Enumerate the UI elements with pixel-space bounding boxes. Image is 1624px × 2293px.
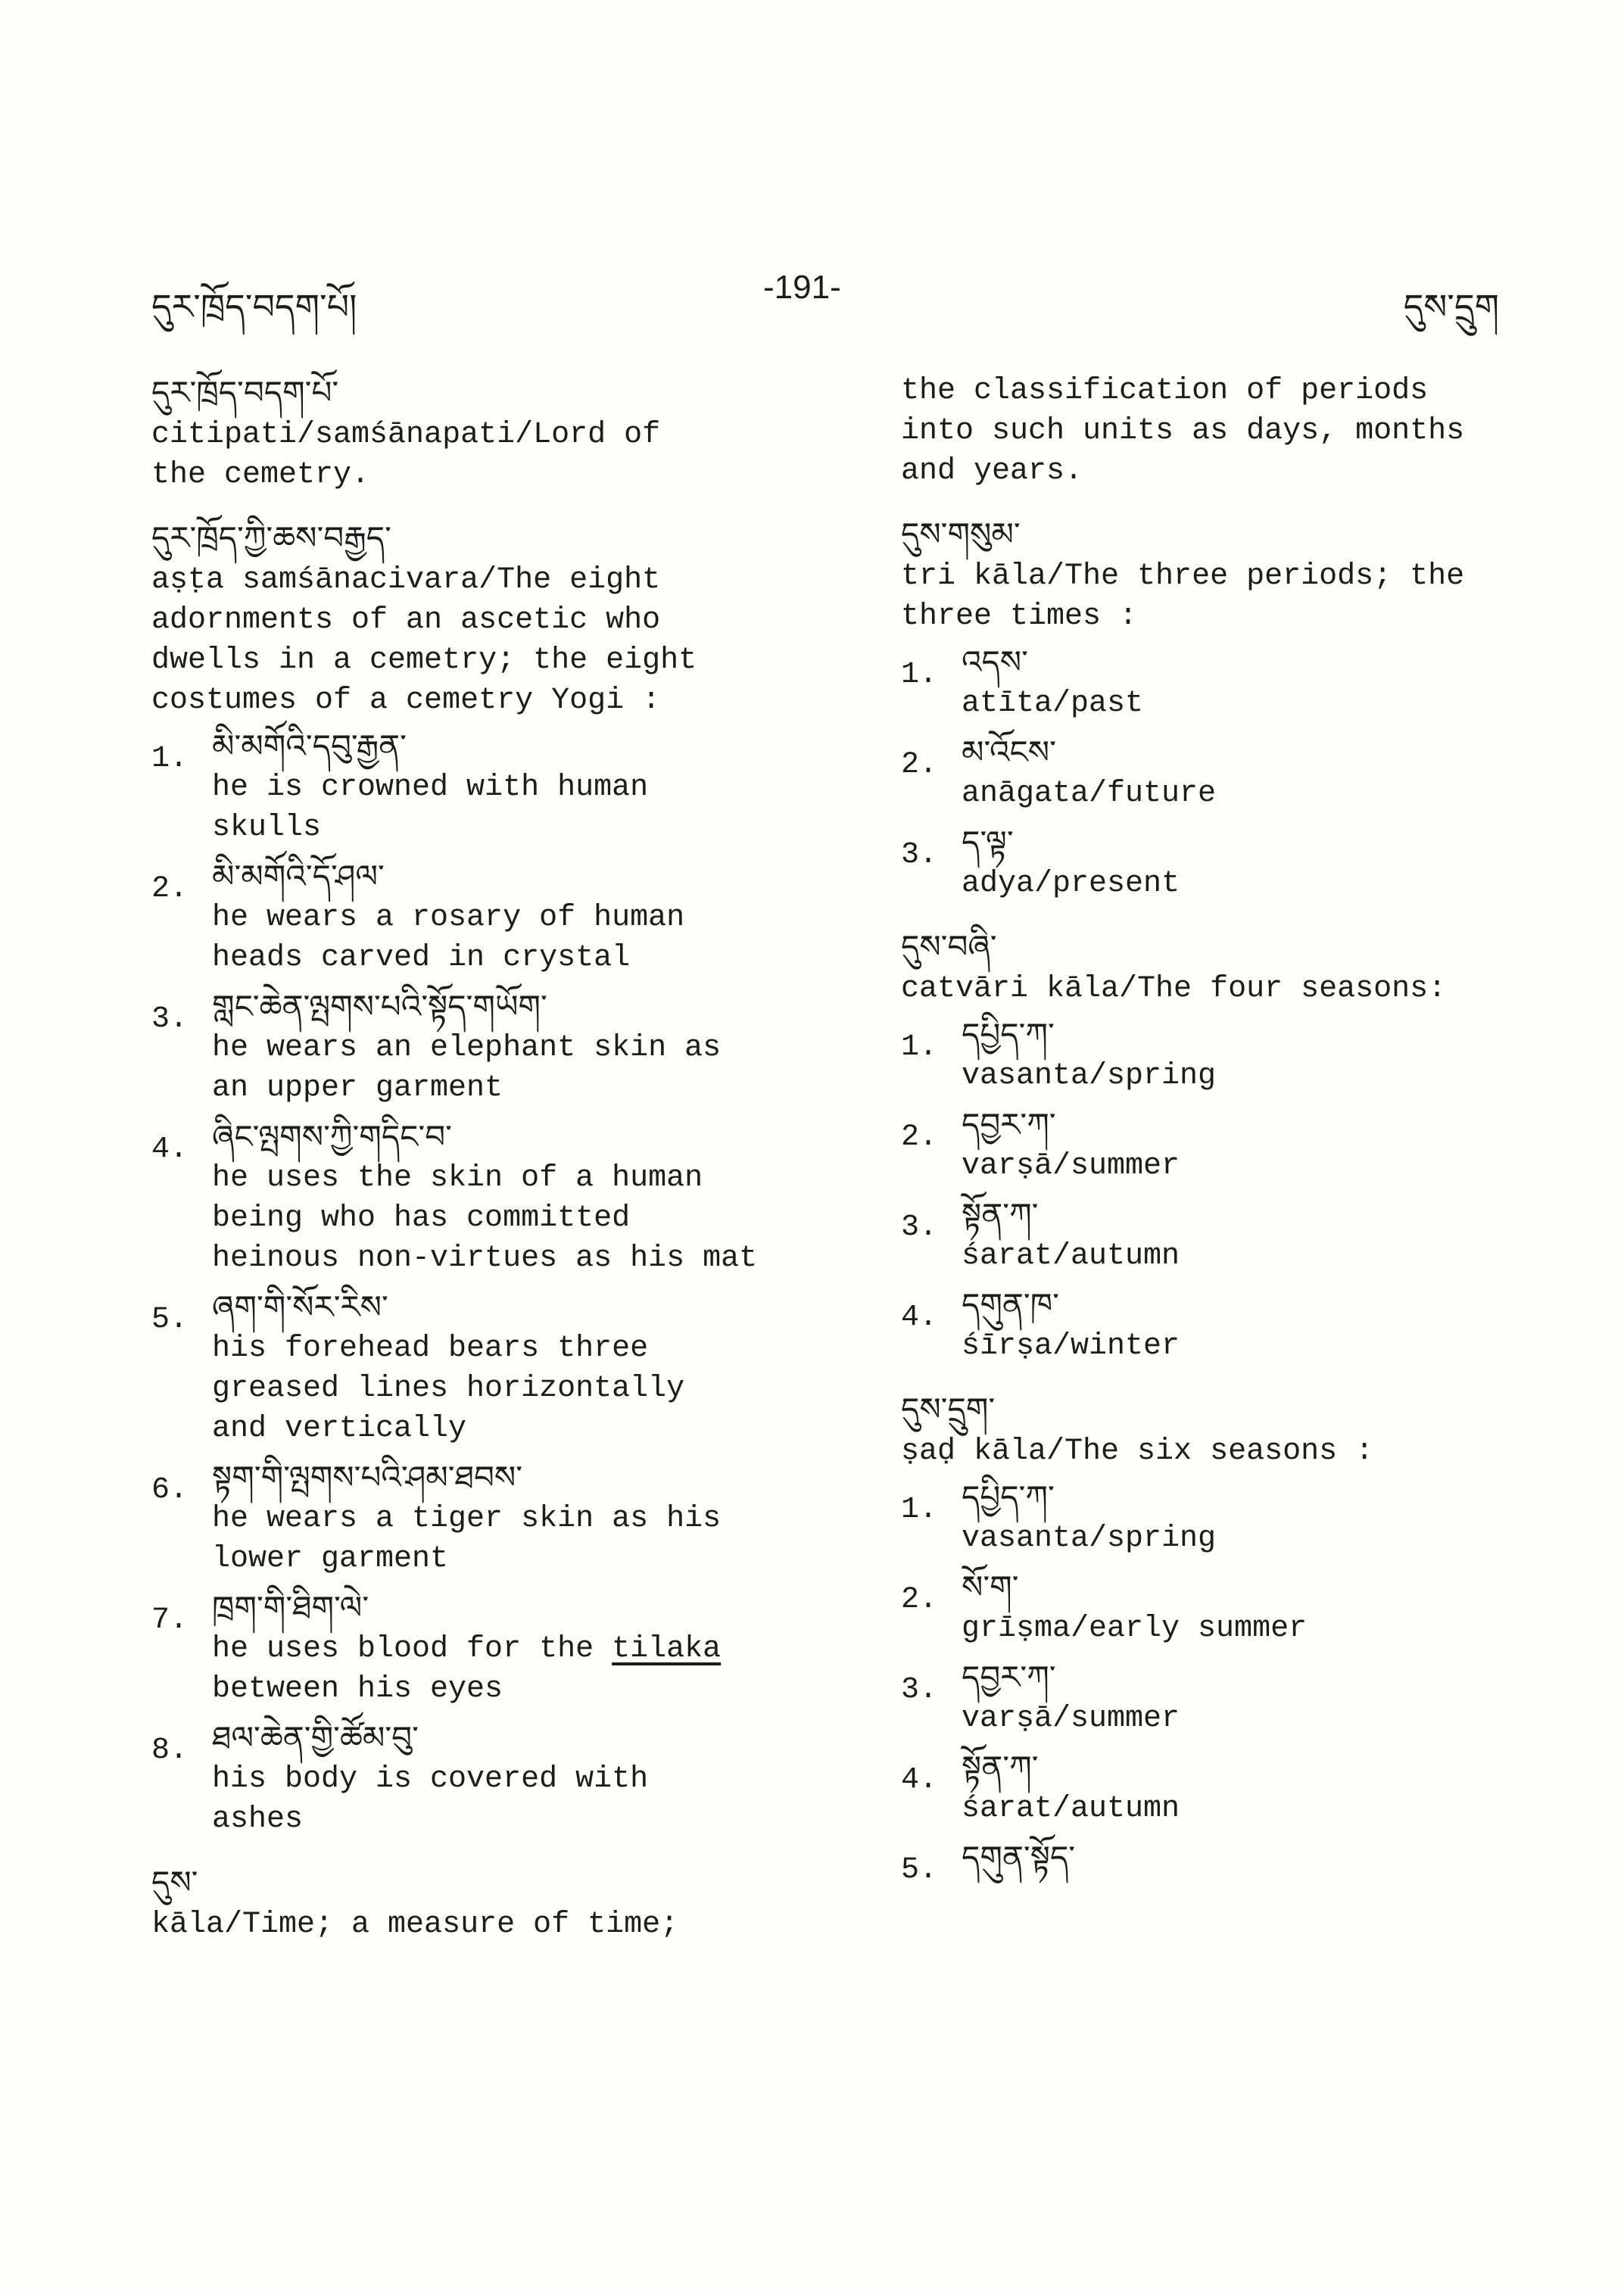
item-number: 1. — [901, 1493, 938, 1527]
item-tibetan: ཞིང་ལྤགས་ཀྱི་གདིང་བ་ — [212, 1118, 452, 1155]
entry-definition: ṣaḍ kāla/The six seasons : — [901, 1435, 1374, 1469]
item-tibetan: སྟག་གི་ལྤགས་པའི་ཤམ་ཐབས་ — [212, 1459, 523, 1496]
item-number: 3. — [901, 838, 938, 872]
entry-headword: དུར་ཁྲོད་ཀྱི་ཆས་བརྒྱད་ — [151, 519, 391, 556]
dictionary-entry — [901, 1388, 1582, 1887]
running-head-left: དུར་ཁྲོད་བདག་པོ། — [151, 286, 357, 327]
entry-definition: aṣṭa samśānacivara/The eight adornments of an ascetic who dwells in a cemetry; the eight costumes of a cemetry Yogi : — [151, 563, 697, 718]
item-english — [212, 1629, 833, 1709]
item-tibetan: ཁྲག་གི་ཐིག་ལེ་ — [212, 1589, 369, 1626]
item-number: 2. — [151, 872, 189, 906]
dictionary-entry — [901, 925, 1582, 1366]
english-text: he uses blood for the — [212, 1632, 613, 1666]
item-english: grīṣma/early summer — [962, 1612, 1308, 1646]
item-english: he wears an elephant skin as an upper garment — [212, 1031, 722, 1105]
item-tibetan: དཔྱིད་ཀ་ — [962, 1016, 1055, 1053]
item-english: his body is covered with ashes — [212, 1762, 649, 1837]
item-number: 1. — [151, 742, 189, 776]
item-english: anāgata/future — [962, 777, 1217, 811]
item-number: 1. — [901, 1030, 938, 1064]
item-number: 7. — [151, 1603, 189, 1637]
entry-headword: དུས་ — [151, 1864, 198, 1901]
item-number: 4. — [901, 1763, 938, 1797]
item-tibetan: སྟོན་ཀ་ — [962, 1196, 1039, 1233]
list-item — [901, 641, 1582, 724]
item-tibetan: དགུན་ཁ་ — [962, 1286, 1059, 1323]
item-english: he wears a tiger skin as his lower garment — [212, 1502, 722, 1576]
item-number: 4. — [901, 1301, 938, 1335]
dictionary-entry — [151, 516, 833, 1840]
item-tibetan: གླང་ཆེན་ལྤགས་པའི་སྟོད་གཡོག་ — [212, 988, 547, 1025]
list-item — [901, 1194, 1582, 1276]
item-english: śarat/autumn — [962, 1239, 1180, 1273]
list-item — [901, 1566, 1582, 1649]
continued-definition: the classification of periods into such units as days, months and years. — [901, 374, 1465, 488]
item-tibetan: སྟོན་ཀ་ — [962, 1749, 1039, 1786]
entry-definition: citipati/samśānapati/Lord of the cemetry. — [151, 418, 661, 492]
item-english: śīrṣa/winter — [962, 1329, 1180, 1363]
item-tibetan: ཞག་གི་སོར་རིས་ — [212, 1288, 388, 1326]
item-english: vasanta/spring — [962, 1522, 1217, 1556]
list-item — [901, 821, 1582, 904]
item-number: 3. — [151, 1002, 189, 1036]
item-number: 5. — [901, 1853, 938, 1887]
entry-headword: དུས་གསུམ་ — [901, 516, 1021, 553]
page-number: -191- — [763, 269, 841, 306]
item-number: 2. — [901, 748, 938, 782]
item-number: 3. — [901, 1673, 938, 1707]
item-english: adya/present — [962, 867, 1180, 901]
list-item — [151, 986, 833, 1108]
entry-headword: དུས་དྲུག་ — [901, 1391, 996, 1428]
entry-headword: དུར་ཁྲོད་བདག་པོ་ — [151, 374, 339, 411]
item-english: śarat/autumn — [962, 1792, 1180, 1826]
item-english: he uses the skin of a human being who has committed heinous non-virtues as his mat — [212, 1161, 758, 1276]
item-number: 2. — [901, 1120, 938, 1154]
item-number: 3. — [901, 1210, 938, 1245]
list-item — [901, 1656, 1582, 1739]
list-item — [151, 1456, 833, 1579]
list-item — [901, 1014, 1582, 1096]
list-item — [151, 1717, 833, 1840]
item-english: he wears a rosary of human heads carved in crystal — [212, 901, 685, 975]
item-english: he is crowned with human skulls — [212, 771, 649, 845]
item-english: varṣā/summer — [962, 1702, 1180, 1736]
item-tibetan: མི་མགོའི་དོ་ཤལ་ — [212, 858, 385, 895]
item-number: 6. — [151, 1473, 189, 1507]
list-item — [151, 855, 833, 978]
entry-continuation — [901, 371, 1582, 491]
list-item — [901, 1284, 1582, 1366]
list-item — [151, 1286, 833, 1449]
item-number: 8. — [151, 1734, 189, 1768]
item-tibetan: དགུན་སྟོད་ — [962, 1839, 1076, 1876]
item-number: 5. — [151, 1303, 189, 1337]
dictionary-entry — [901, 512, 1582, 904]
entry-definition: kāla/Time; a measure of time; — [151, 1908, 679, 1942]
dictionary-entry — [151, 371, 833, 495]
list-item — [901, 1476, 1582, 1559]
list-item — [151, 725, 833, 848]
item-tibetan: མ་འོངས་ — [962, 734, 1056, 771]
item-english: his forehead bears three greased lines horizontally and vertically — [212, 1332, 685, 1446]
item-tibetan: ཐལ་ཆེན་གྱི་ཚོམ་བུ་ — [212, 1719, 419, 1756]
item-tibetan: དཔྱིད་ཀ་ — [962, 1478, 1055, 1516]
item-number: 2. — [901, 1583, 938, 1617]
running-head-right: དུས་དྲུག — [1403, 286, 1499, 327]
list-item — [901, 1746, 1582, 1829]
item-tibetan: མི་མགོའི་དབུ་རྒྱན་ — [212, 727, 407, 765]
left-column — [151, 371, 833, 1966]
item-english: vasanta/spring — [962, 1059, 1217, 1093]
item-number: 4. — [151, 1132, 189, 1167]
list-item — [901, 1104, 1582, 1186]
item-tibetan: དབྱར་ཀ་ — [962, 1106, 1056, 1143]
entry-headword: དུས་བཞི་ — [901, 928, 997, 965]
entry-definition: catvāri kāla/The four seasons: — [901, 972, 1447, 1006]
item-tibetan: སོ་ག་ — [962, 1569, 1019, 1606]
underlined-term: tilaka — [612, 1632, 722, 1666]
english-text: between his eyes — [212, 1672, 503, 1706]
page-header — [151, 269, 1499, 329]
item-english: atīta/past — [962, 687, 1144, 721]
item-english: varṣā/summer — [962, 1149, 1180, 1183]
item-tibetan: དབྱར་ཀ་ — [962, 1659, 1056, 1696]
item-tibetan: འདས་ — [962, 643, 1028, 681]
dictionary-entry — [151, 1861, 833, 1945]
list-item — [151, 1587, 833, 1709]
list-item — [901, 1837, 1582, 1887]
item-number: 1. — [901, 658, 938, 692]
list-item — [901, 731, 1582, 814]
entry-definition: tri kāla/The three periods; the three times : — [901, 559, 1465, 634]
item-tibetan: ད་ལྟ་ — [962, 824, 1014, 861]
list-item — [151, 1116, 833, 1279]
right-column — [901, 371, 1582, 1900]
